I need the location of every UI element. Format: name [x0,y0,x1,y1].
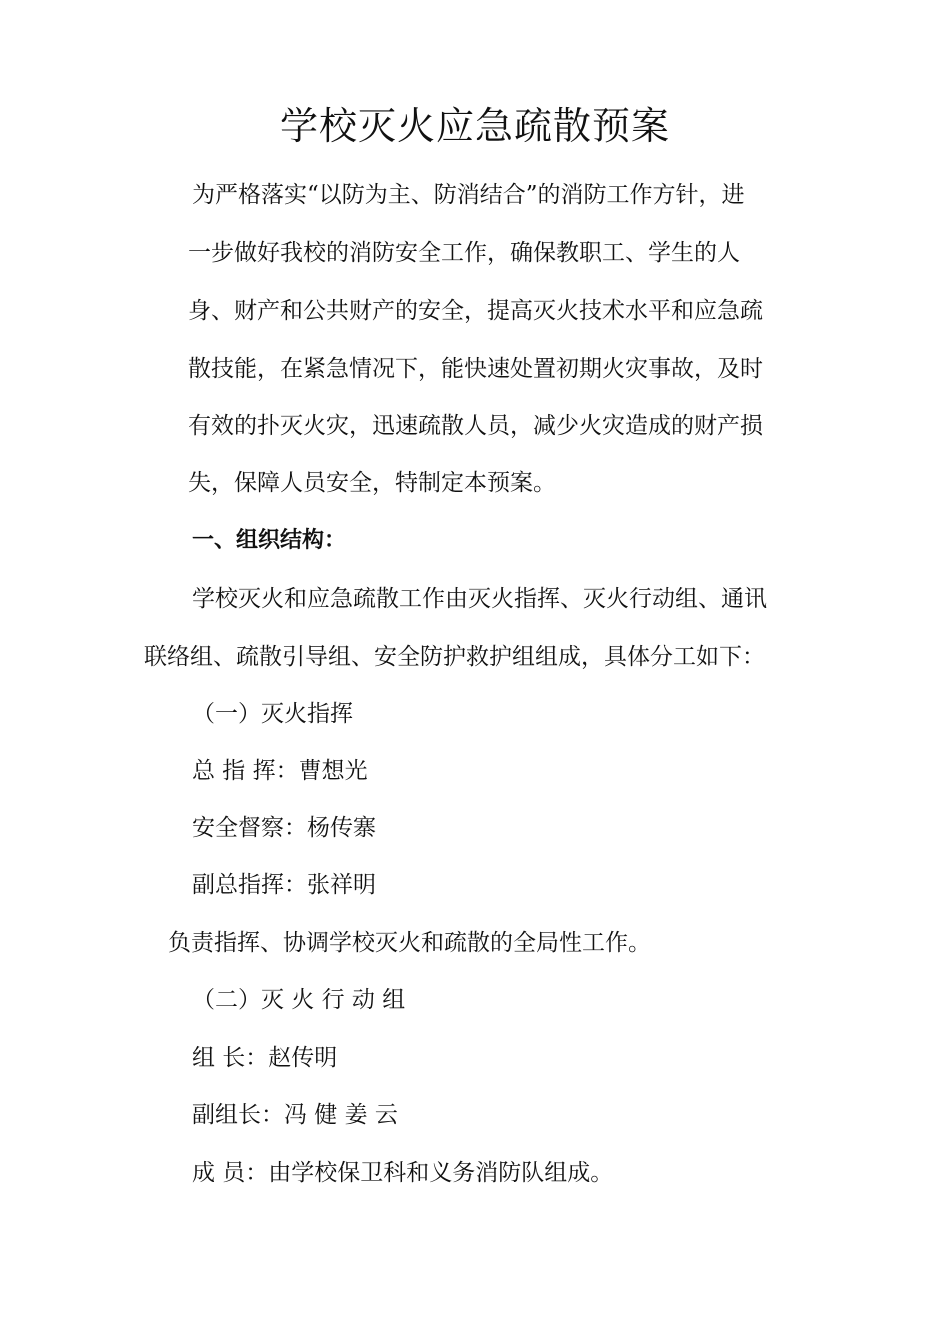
group1-heading: （一）灭火指挥 [192,701,353,727]
intro-line-5: 有效的扑灭火灾，迅速疏散人员，减少火灾造成的财产损 [188,413,763,439]
intro-line-6: 失，保障人员安全，特制定本预案。 [188,470,556,496]
group2-leader: 组 长：赵传明 [192,1045,338,1071]
section1-line-1: 学校灭火和应急疏散工作由灭火指挥、灭火行动组、通讯 [192,586,767,612]
group1-deputy: 副总指挥：张祥明 [192,872,376,898]
group1-commander: 总 指 挥：曹想光 [192,758,368,784]
group1-duty: 负责指挥、协调学校灭火和疏散的全局性工作。 [168,930,651,956]
intro-line-2: 一步做好我校的消防安全工作，确保教职工、学生的人 [188,240,740,266]
section1-heading: 一、组织结构： [192,528,347,553]
document-title: 学校灭火应急疏散预案 [279,104,670,148]
group2-heading: （二）灭 火 行 动 组 [192,987,406,1013]
intro-line-3: 身、财产和公共财产的安全，提高灭火技术水平和应急疏 [188,298,763,324]
group2-members: 成 员：由学校保卫科和义务消防队组成。 [192,1160,614,1186]
group2-deputy: 副组长：冯 健 姜 云 [192,1102,398,1128]
section1-line-2: 联络组、疏散引导组、安全防护救护组组成，具体分工如下： [144,644,765,670]
intro-line-4: 散技能，在紧急情况下，能快速处置初期火灾事故，及时 [188,356,763,382]
intro-line-1: 为严格落实“以防为主、防消结合”的消防工作方针，进 [192,182,745,208]
group1-inspector: 安全督察：杨传寨 [192,815,376,841]
